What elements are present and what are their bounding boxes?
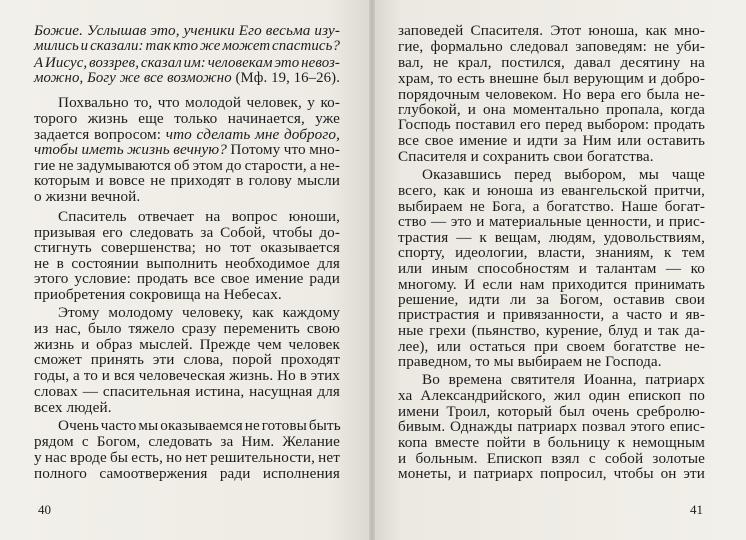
- text-line: [398, 352, 662, 372]
- text-span: имени Троил, который был очень сребролю-: [398, 403, 705, 420]
- italic-text: можно, Богу же все возможно: [34, 69, 232, 86]
- text-span: храм, то есть внешне был верующим и добро-: [398, 70, 705, 87]
- text-span: Во времена святителя Иоанна, патриарх: [422, 371, 705, 388]
- text-span: которым и вовсе не приходят в голову мысли: [34, 172, 340, 189]
- text-span: пристрастия и привязанности, а часто и яв-: [398, 306, 705, 323]
- text-span: гие не задумываются об этом до старости, а не-: [34, 157, 340, 174]
- text-span: призывая его следовать за Собой, чтобы до-: [34, 224, 340, 241]
- text-span: глубокой, и она моментально пропала, когда: [398, 101, 705, 118]
- text-span: всех людей.: [34, 399, 112, 416]
- text-span: вал, не крал, постился, давал десятину на: [398, 54, 705, 71]
- text-line: [34, 68, 340, 88]
- text-span: лее), или остаться при своем богатстве не-: [398, 338, 705, 355]
- text-span: все свое имение и идти за Ним или оставить: [398, 132, 705, 149]
- text-span: приобретения сокровища на Небесах.: [34, 286, 282, 303]
- text-span: жизнь и образ мыслей. Прежде чем человек: [34, 336, 340, 353]
- text-span: ха Александрийского, жил один епископ по: [398, 387, 705, 404]
- text-span: или иным способностям и талантам — ко: [398, 260, 705, 277]
- text-span: ные грехи (пьянство, курение, блуд и так да-: [398, 322, 705, 339]
- text-span: спорту, идеологии, власти, знаниям, к тем: [398, 244, 705, 261]
- text-span: Потому что мно-: [226, 141, 340, 158]
- text-span: словах — спасительная истина, насущная для: [34, 383, 340, 400]
- text-span: праведном, то мы выбираем не Господа.: [398, 353, 662, 370]
- text-span: гие, формально следовал заповедям: не уби-: [398, 38, 705, 55]
- text-span: полного самоотвержения ради исполнения: [34, 465, 340, 482]
- text-span: стигнуть совершенства; но тот оказывается: [34, 239, 340, 256]
- text-span: у нас вроде бы есть, но нет решительности, нет: [34, 449, 340, 466]
- text-line: [34, 285, 282, 305]
- text-span: сможет принять эти слова, порой проходят: [34, 351, 340, 368]
- text-span: всего, как и юноша из евангельской притчи,: [398, 182, 705, 199]
- left-page: [0, 0, 372, 540]
- text-span: и больным. Епископ взял с собой золотые: [398, 450, 705, 467]
- italic-text: чтобы иметь жизнь вечную?: [34, 141, 227, 158]
- text-line: [34, 464, 340, 484]
- text-span: Этому молодому человеку, как каждому: [58, 304, 340, 321]
- text-span: решение, идти ли за Богом, оставив свои: [398, 291, 705, 308]
- text-line: [34, 187, 140, 207]
- text-span: Спаситель отвечает на вопрос юноши,: [58, 208, 340, 225]
- text-span: этого условие: продать все свое имение ради: [34, 270, 340, 287]
- text-line: [398, 147, 654, 167]
- text-span: трастия — к вещам, людям, удовольствиям,: [398, 229, 705, 246]
- text-span: монеты, и патриарх попросил, чтобы он эти: [398, 465, 705, 482]
- text-span: ство — это и материальные ценности, и прис-: [398, 213, 705, 230]
- text-span: Господь поставил его перед выбором: продать: [398, 116, 705, 133]
- text-line: [398, 464, 705, 484]
- text-span: заповедей Спасителя. Этот юноша, как мно-: [398, 22, 705, 39]
- page-number-right: 41: [690, 502, 703, 517]
- text-span: (Мф. 19, 16–26).: [231, 69, 340, 86]
- text-span: выбираем не Бога, а богатство. Наше богат-: [398, 198, 705, 215]
- text-span: из нас, было тяжело сразу переменить свою: [34, 320, 340, 337]
- text-span: порядочным человеком. Но вера его была не-: [398, 86, 705, 103]
- page-number-left: 40: [38, 502, 51, 517]
- text-span: о жизни вечной.: [34, 188, 141, 205]
- text-span: многому. И если нам приходится принимать: [398, 276, 705, 293]
- italic-text: что сделать мне доброго,: [165, 126, 340, 143]
- text-line: [34, 398, 112, 418]
- text-span: копа вместе пойти в больницу к немощным: [398, 434, 705, 451]
- text-span: задается вопросом:: [34, 126, 166, 143]
- text-span: годы, а то и вся человеческая жизнь. Но в этих: [34, 367, 340, 384]
- text-span: Очень часто мы оказываемся не готовы быть: [58, 417, 341, 434]
- book-gutter: [369, 0, 375, 540]
- italic-text: мились и сказали: так кто же может спастись?: [34, 37, 340, 54]
- text-span: Спасителя и сохранить свои богатства.: [398, 148, 654, 165]
- text-span: рядом с Богом, следовать за Ним. Желание: [34, 433, 340, 450]
- text-span: бивым. Однажды патриарх позвал этого епис-: [398, 418, 705, 435]
- text-span: Похвально то, что молодой человек, у ко-: [58, 94, 340, 111]
- italic-text: Божие. Услышав это, ученики Его весьма изу-: [34, 22, 340, 39]
- right-page: [372, 0, 746, 540]
- text-span: Оказавшись перед выбором, мы чаще: [422, 166, 705, 183]
- text-span: торого жизнь еще только начинается, уже: [34, 110, 340, 127]
- text-span: не в состоянии выполнить необходимое для: [34, 255, 340, 272]
- italic-text: А Иисус, воззрев, сказал им: человекам это невоз-: [34, 54, 340, 71]
